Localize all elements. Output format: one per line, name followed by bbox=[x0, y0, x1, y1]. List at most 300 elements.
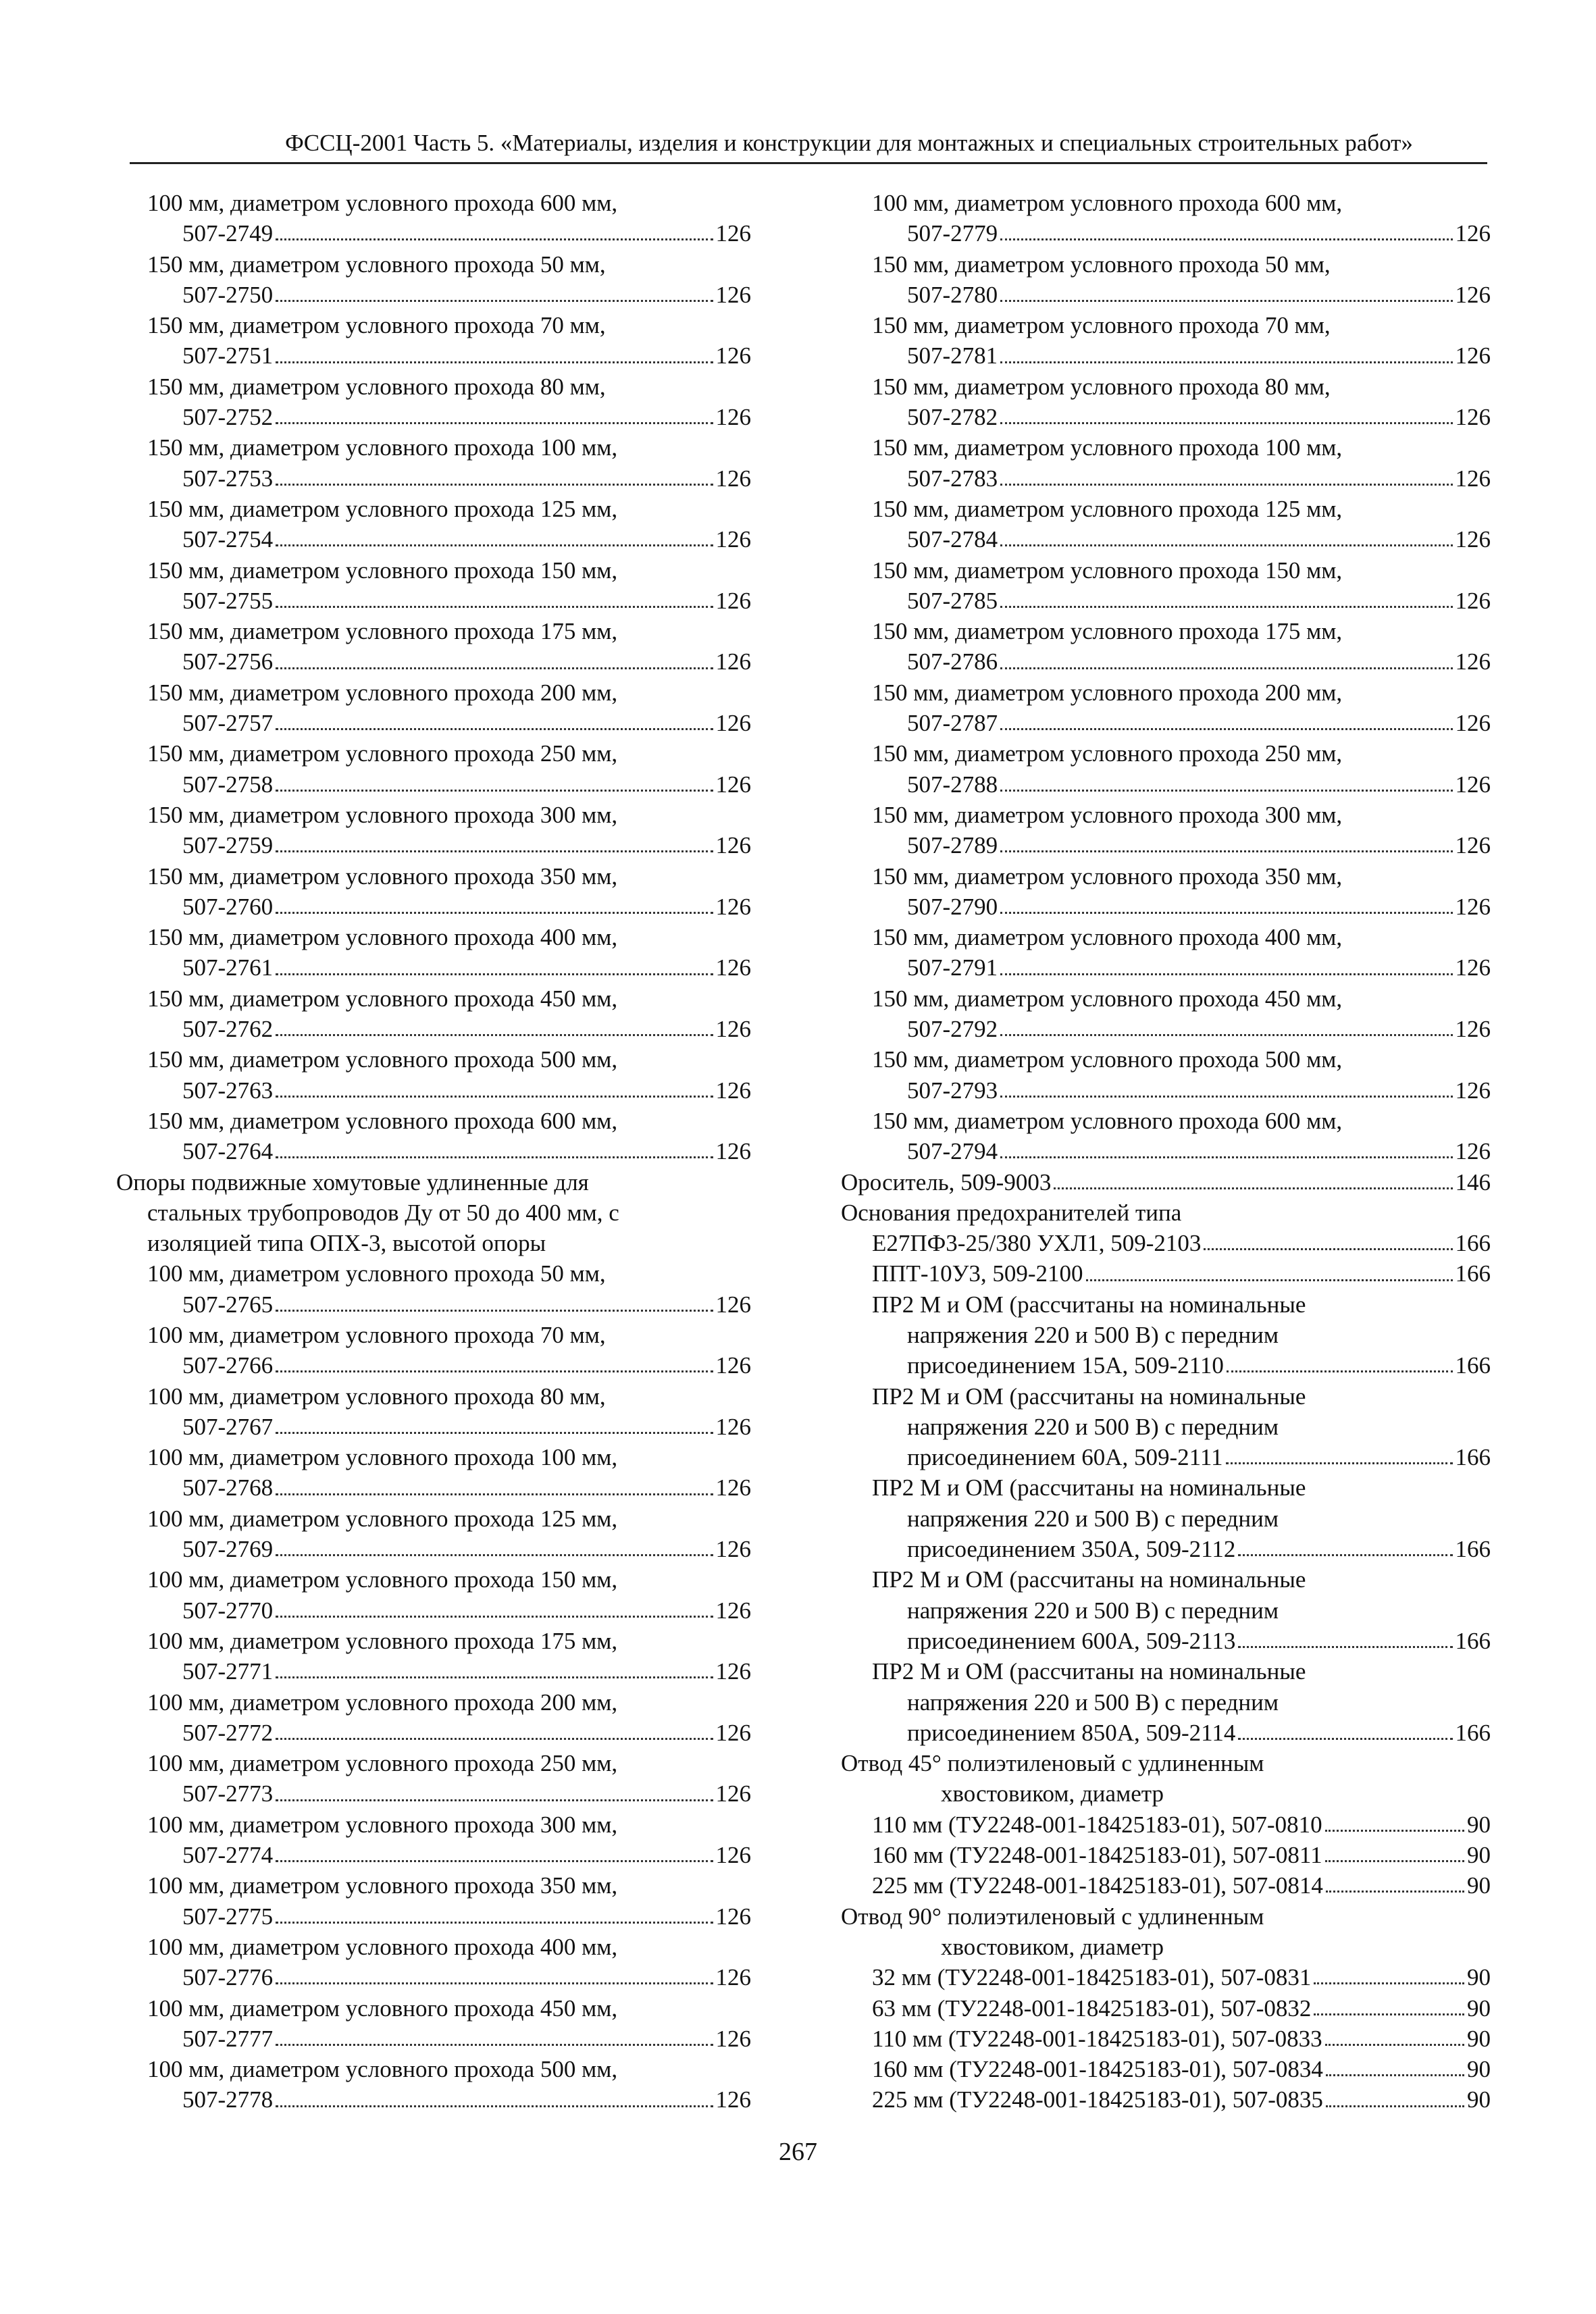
index-entry bbox=[841, 1136, 1491, 1166]
index-entry-text: 507-2783 bbox=[907, 465, 998, 492]
index-entry bbox=[841, 1564, 1491, 1595]
index-entry bbox=[116, 708, 751, 738]
index-entry bbox=[116, 1748, 751, 1778]
dot-leader bbox=[276, 1738, 713, 1740]
index-entry-page: 126 bbox=[1455, 893, 1491, 920]
index-entry bbox=[841, 800, 1491, 830]
index-entry bbox=[116, 1412, 751, 1442]
index-entry bbox=[841, 586, 1491, 616]
index-entry-text: 507-2755 bbox=[182, 587, 274, 614]
index-entry bbox=[841, 432, 1491, 463]
dot-leader bbox=[276, 667, 713, 669]
index-entry-page: 90 bbox=[1467, 1995, 1491, 2022]
dot-leader bbox=[276, 1554, 713, 1556]
index-entry-text: 150 мм, диаметром условного прохода 250 мм, bbox=[147, 740, 618, 767]
index-entry bbox=[116, 1932, 751, 1962]
index-entry-page: 126 bbox=[715, 1291, 751, 1318]
index-entry-page: 126 bbox=[715, 342, 751, 369]
index-entry bbox=[116, 586, 751, 616]
index-entry-text: 150 мм, диаметром условного прохода 125 мм, bbox=[147, 495, 618, 522]
index-entry-text: Отвод 90° полиэтиленовый с удлиненным bbox=[841, 1903, 1264, 1930]
index-entry bbox=[841, 555, 1491, 586]
index-entry-page: 126 bbox=[715, 832, 751, 859]
dot-leader bbox=[276, 1096, 713, 1098]
dot-leader bbox=[276, 2044, 713, 2046]
index-entry bbox=[116, 1534, 751, 1564]
index-entry-text: 150 мм, диаметром условного прохода 400 мм, bbox=[872, 924, 1343, 951]
index-entry-text: 507-2781 bbox=[907, 342, 998, 369]
index-entry-page: 126 bbox=[715, 648, 751, 675]
index-entry-text: 150 мм, диаметром условного прохода 100 мм, bbox=[872, 434, 1343, 461]
index-entry-text: 507-2770 bbox=[182, 1597, 274, 1624]
dot-leader bbox=[1326, 2105, 1464, 2107]
index-entry-text: 100 мм, диаметром условного прохода 100 мм, bbox=[147, 1444, 618, 1471]
index-entry-text: 150 мм, диаметром условного прохода 350 мм, bbox=[872, 863, 1343, 890]
index-entry-text: 507-2772 bbox=[182, 1719, 274, 1746]
index-entry-text: 110 мм (ТУ2248-001-18425183-01), 507-0833 bbox=[872, 2025, 1322, 2052]
index-entry-text: 150 мм, диаметром условного прохода 600 мм, bbox=[147, 1107, 618, 1134]
index-entry-text: 150 мм, диаметром условного прохода 150 мм, bbox=[147, 557, 618, 584]
index-entry-text: 507-2752 bbox=[182, 404, 274, 431]
dot-leader bbox=[1314, 1982, 1464, 1984]
index-column-right bbox=[841, 188, 1491, 2115]
index-entry-text: 507-2766 bbox=[182, 1352, 274, 1379]
dot-leader bbox=[1226, 1462, 1453, 1464]
index-entry bbox=[841, 738, 1491, 769]
index-entry-text: ПР2 М и ОМ (рассчитаны на номинальные bbox=[872, 1383, 1306, 1410]
index-entry bbox=[841, 1748, 1491, 1778]
index-entry-text: ПР2 М и ОМ (рассчитаны на номинальные bbox=[872, 1291, 1306, 1318]
index-entry-text: 507-2767 bbox=[182, 1413, 274, 1440]
index-entry-page: 90 bbox=[1467, 1842, 1491, 1869]
dot-leader bbox=[276, 606, 713, 608]
index-entry bbox=[116, 1656, 751, 1687]
dot-leader bbox=[1000, 484, 1452, 486]
index-entry-text: 225 мм (ТУ2248-001-18425183-01), 507-0814 bbox=[872, 1872, 1323, 1899]
index-entry bbox=[116, 2054, 751, 2084]
index-entry-page: 126 bbox=[715, 2025, 751, 2052]
index-entry-text: Ороситель, 509-9003 bbox=[841, 1168, 1052, 1195]
index-entry-text: 150 мм, диаметром условного прохода 80 мм, bbox=[147, 373, 606, 400]
index-entry-page: 126 bbox=[1455, 648, 1491, 675]
index-entry-text: 100 мм, диаметром условного прохода 600 мм, bbox=[872, 190, 1343, 216]
dot-leader bbox=[276, 850, 713, 852]
index-entry-page: 90 bbox=[1467, 1872, 1491, 1899]
index-entry bbox=[116, 1840, 751, 1870]
index-entry-page: 166 bbox=[1455, 1352, 1491, 1379]
index-entry bbox=[841, 1626, 1491, 1656]
index-entry bbox=[841, 1044, 1491, 1075]
index-entry bbox=[841, 1442, 1491, 1472]
index-entry-text: 507-2780 bbox=[907, 281, 998, 308]
index-entry bbox=[841, 402, 1491, 432]
index-entry-text: 100 мм, диаметром условного прохода 175 мм, bbox=[147, 1627, 618, 1654]
index-entry-text: присоединением 15А, 509-2110 bbox=[907, 1352, 1224, 1379]
index-entry bbox=[116, 494, 751, 524]
index-entry-text: присоединением 850А, 509-2114 bbox=[907, 1719, 1236, 1746]
index-entry bbox=[116, 340, 751, 371]
index-entry bbox=[116, 463, 751, 494]
index-entry-text: 150 мм, диаметром условного прохода 250 мм, bbox=[872, 740, 1343, 767]
index-entry bbox=[116, 677, 751, 708]
index-entry bbox=[116, 2024, 751, 2054]
dot-leader bbox=[276, 1982, 713, 1984]
dot-leader bbox=[1314, 2013, 1464, 2015]
index-entry-page: 126 bbox=[715, 1780, 751, 1807]
index-entry-text: 225 мм (ТУ2248-001-18425183-01), 507-0835 bbox=[872, 2086, 1323, 2113]
index-entry-page: 126 bbox=[715, 281, 751, 308]
index-entry-text: напряжения 220 и 500 В) с передним bbox=[907, 1689, 1279, 1716]
index-entry-page: 126 bbox=[1455, 404, 1491, 431]
dot-leader bbox=[276, 544, 713, 546]
index-entry-text: 507-2756 bbox=[182, 648, 274, 675]
index-entry bbox=[116, 952, 751, 983]
dot-leader bbox=[276, 1922, 713, 1924]
index-entry bbox=[116, 1289, 751, 1320]
index-entry bbox=[841, 1228, 1491, 1258]
index-entry-text: 150 мм, диаметром условного прохода 50 мм, bbox=[872, 251, 1331, 278]
index-entry-text: 507-2776 bbox=[182, 1964, 274, 1991]
index-entry bbox=[841, 1106, 1491, 1136]
index-entry-text: 507-2790 bbox=[907, 893, 998, 920]
index-entry bbox=[116, 1870, 751, 1901]
index-entry-text: 100 мм, диаметром условного прохода 50 мм, bbox=[147, 1260, 606, 1287]
index-entry bbox=[116, 1901, 751, 1932]
index-entry-text: 100 мм, диаметром условного прохода 300 мм, bbox=[147, 1811, 618, 1838]
index-entry-text: 507-2749 bbox=[182, 220, 274, 247]
index-entry bbox=[116, 738, 751, 769]
index-entry bbox=[116, 2084, 751, 2115]
index-entry-page: 126 bbox=[715, 404, 751, 431]
index-entry-page: 126 bbox=[715, 1719, 751, 1746]
index-entry-text: 507-2750 bbox=[182, 281, 274, 308]
index-entry bbox=[841, 218, 1491, 249]
index-entry bbox=[841, 1412, 1491, 1442]
index-entry-page: 126 bbox=[715, 1597, 751, 1624]
index-entry bbox=[841, 1778, 1491, 1809]
index-entry-page: 126 bbox=[715, 1536, 751, 1563]
index-entry-text: 150 мм, диаметром условного прохода 350 мм, bbox=[147, 863, 618, 890]
index-entry-page: 126 bbox=[715, 2086, 751, 2113]
index-entry-page: 126 bbox=[715, 1842, 751, 1869]
running-header: ФССЦ-2001 Часть 5. «Материалы, изделия и конструкции для монтажных и специальных строительных работ» bbox=[285, 130, 1413, 156]
index-entry bbox=[841, 922, 1491, 952]
index-entry bbox=[841, 371, 1491, 402]
dot-leader bbox=[1000, 912, 1452, 914]
index-entry bbox=[841, 310, 1491, 340]
index-entry-text: 100 мм, диаметром условного прохода 200 мм, bbox=[147, 1689, 618, 1716]
index-entry bbox=[116, 1106, 751, 1136]
index-entry-text: 150 мм, диаметром условного прохода 175 мм, bbox=[872, 618, 1343, 645]
index-entry-text: присоединением 60А, 509-2111 bbox=[907, 1444, 1223, 1471]
index-entry-text: 507-2774 bbox=[182, 1842, 274, 1869]
dot-leader bbox=[276, 361, 713, 363]
index-entry bbox=[116, 1993, 751, 2024]
dot-leader bbox=[1325, 1860, 1464, 1862]
dot-leader bbox=[276, 1616, 713, 1618]
index-entry-page: 90 bbox=[1467, 1811, 1491, 1838]
index-entry-text: 150 мм, диаметром условного прохода 450 мм, bbox=[147, 985, 618, 1012]
index-entry-text: 150 мм, диаметром условного прохода 100 мм, bbox=[147, 434, 618, 461]
index-entry bbox=[841, 2054, 1491, 2084]
index-entry-page: 166 bbox=[1455, 1719, 1491, 1746]
index-entry-page: 126 bbox=[715, 1016, 751, 1043]
index-entry-text: 150 мм, диаметром условного прохода 150 мм, bbox=[872, 557, 1343, 584]
index-entry bbox=[841, 1809, 1491, 1840]
index-entry bbox=[841, 830, 1491, 860]
index-entry-page: 126 bbox=[1455, 832, 1491, 859]
index-entry-text: ППТ-10У3, 509-2100 bbox=[872, 1260, 1083, 1287]
index-entry bbox=[841, 2084, 1491, 2115]
dot-leader bbox=[276, 1432, 713, 1434]
index-entry-text: напряжения 220 и 500 В) с передним bbox=[907, 1321, 1279, 1348]
index-entry bbox=[841, 1014, 1491, 1044]
index-entry bbox=[841, 1870, 1491, 1901]
index-entry bbox=[116, 1809, 751, 1840]
dot-leader bbox=[276, 1860, 713, 1862]
index-entry-page: 126 bbox=[1455, 1077, 1491, 1104]
index-entry bbox=[116, 280, 751, 310]
dot-leader bbox=[276, 973, 713, 975]
index-entry-page: 126 bbox=[1455, 954, 1491, 981]
dot-leader bbox=[1000, 850, 1452, 852]
index-entry bbox=[116, 432, 751, 463]
index-entry bbox=[841, 1534, 1491, 1564]
index-entry bbox=[116, 1687, 751, 1718]
index-entry bbox=[116, 188, 751, 218]
index-entry-page: 126 bbox=[1455, 526, 1491, 553]
index-entry-page: 166 bbox=[1455, 1627, 1491, 1654]
index-entry-text: 150 мм, диаметром условного прохода 70 мм, bbox=[147, 312, 606, 339]
index-entry bbox=[841, 1167, 1491, 1198]
index-entry-text: 507-2786 bbox=[907, 648, 998, 675]
index-entry-text: ПР2 М и ОМ (рассчитаны на номинальные bbox=[872, 1474, 1306, 1501]
index-entry-text: 507-2762 bbox=[182, 1016, 274, 1043]
index-entry-page: 146 bbox=[1455, 1168, 1491, 1195]
index-entry-text: 507-2791 bbox=[907, 954, 998, 981]
dot-leader bbox=[1000, 544, 1452, 546]
index-entry bbox=[841, 1381, 1491, 1412]
index-entry-page: 126 bbox=[1455, 710, 1491, 737]
index-entry bbox=[116, 616, 751, 646]
index-entry bbox=[841, 892, 1491, 922]
index-entry bbox=[841, 1350, 1491, 1381]
header-rule bbox=[130, 162, 1487, 164]
index-entry-text: хвостовиком, диаметр bbox=[941, 1780, 1164, 1807]
index-entry-text: 150 мм, диаметром условного прохода 200 мм, bbox=[872, 679, 1343, 706]
dot-leader bbox=[276, 1493, 713, 1495]
index-entry-page: 126 bbox=[715, 954, 751, 981]
index-entry-text: 507-2793 bbox=[907, 1077, 998, 1104]
index-entry bbox=[841, 708, 1491, 738]
index-entry bbox=[116, 555, 751, 586]
dot-leader bbox=[1000, 1034, 1452, 1036]
index-entry-text: изоляцией типа ОПХ-3, высотой опоры bbox=[147, 1230, 546, 1257]
index-column-left bbox=[116, 188, 751, 2115]
index-entry-text: 507-2787 bbox=[907, 710, 998, 737]
index-entry-page: 126 bbox=[715, 465, 751, 492]
index-entry bbox=[841, 2024, 1491, 2054]
index-entry bbox=[116, 1075, 751, 1106]
index-entry-text: 507-2785 bbox=[907, 587, 998, 614]
index-entry bbox=[116, 218, 751, 249]
index-entry-text: 150 мм, диаметром условного прохода 500 мм, bbox=[872, 1046, 1343, 1073]
index-entry-text: ПР2 М и ОМ (рассчитаны на номинальные bbox=[872, 1566, 1306, 1593]
index-entry-text: 150 мм, диаметром условного прохода 80 мм, bbox=[872, 373, 1331, 400]
index-entry bbox=[841, 983, 1491, 1014]
dot-leader bbox=[276, 790, 713, 792]
dot-leader bbox=[1000, 1156, 1452, 1158]
index-entry bbox=[116, 1718, 751, 1748]
index-entry-page: 126 bbox=[715, 1474, 751, 1501]
dot-leader bbox=[276, 1799, 713, 1801]
index-entry-text: 507-2769 bbox=[182, 1536, 274, 1563]
index-entry bbox=[116, 1136, 751, 1166]
index-entry-text: 150 мм, диаметром условного прохода 300 мм, bbox=[872, 801, 1343, 828]
index-entry-page: 126 bbox=[1455, 771, 1491, 798]
index-entry bbox=[116, 524, 751, 555]
index-entry-text: 100 мм, диаметром условного прохода 250 мм, bbox=[147, 1750, 618, 1777]
index-entry-text: 507-2759 bbox=[182, 832, 274, 859]
index-entry-text: 100 мм, диаметром условного прохода 125 мм, bbox=[147, 1505, 618, 1532]
index-entry-text: 150 мм, диаметром условного прохода 600 мм, bbox=[872, 1107, 1343, 1134]
dot-leader bbox=[1000, 728, 1452, 730]
index-entry-text: 100 мм, диаметром условного прохода 500 мм, bbox=[147, 2056, 618, 2083]
index-entry-page: 126 bbox=[1455, 1016, 1491, 1043]
dot-leader bbox=[1000, 1096, 1452, 1098]
index-entry-text: 150 мм, диаметром условного прохода 175 мм, bbox=[147, 618, 618, 645]
index-entry-page: 90 bbox=[1467, 2056, 1491, 2083]
dot-leader bbox=[1325, 2044, 1464, 2046]
index-entry bbox=[116, 1595, 751, 1626]
index-entry bbox=[841, 861, 1491, 892]
index-entry bbox=[841, 1258, 1491, 1289]
dot-leader bbox=[1086, 1279, 1453, 1281]
index-entry-text: хвостовиком, диаметр bbox=[941, 1933, 1164, 1960]
index-entry bbox=[116, 830, 751, 860]
index-entry-text: напряжения 220 и 500 В) с передним bbox=[907, 1597, 1279, 1624]
index-entry-text: напряжения 220 и 500 В) с передним bbox=[907, 1505, 1279, 1532]
index-entry bbox=[841, 1993, 1491, 2024]
index-entry bbox=[116, 1381, 751, 1412]
index-entry bbox=[116, 1626, 751, 1656]
index-entry-text: 507-2768 bbox=[182, 1474, 274, 1501]
dot-leader bbox=[276, 484, 713, 486]
index-entry bbox=[116, 402, 751, 432]
index-entry bbox=[116, 1503, 751, 1534]
index-entry-text: Отвод 45° полиэтиленовый с удлиненным bbox=[841, 1750, 1264, 1777]
index-entry bbox=[116, 922, 751, 952]
index-entry bbox=[116, 1962, 751, 1992]
index-entry-text: 507-2753 bbox=[182, 465, 274, 492]
index-entry bbox=[116, 892, 751, 922]
index-entry bbox=[841, 646, 1491, 677]
index-entry-page: 166 bbox=[1455, 1230, 1491, 1257]
index-entry-page: 126 bbox=[715, 220, 751, 247]
index-entry bbox=[841, 1595, 1491, 1626]
index-entry-page: 166 bbox=[1455, 1536, 1491, 1563]
index-entry-page: 90 bbox=[1467, 2086, 1491, 2113]
index-entry bbox=[841, 769, 1491, 800]
index-entry-text: 150 мм, диаметром условного прохода 450 мм, bbox=[872, 985, 1343, 1012]
index-entry-text: 150 мм, диаметром условного прохода 300 мм, bbox=[147, 801, 618, 828]
index-entry-text: 507-2792 bbox=[907, 1016, 998, 1043]
dot-leader bbox=[1000, 973, 1452, 975]
index-entry-text: 100 мм, диаметром условного прохода 450 мм, bbox=[147, 1995, 618, 2022]
index-entry-page: 126 bbox=[1455, 281, 1491, 308]
index-entry bbox=[841, 340, 1491, 371]
dot-leader bbox=[1000, 790, 1452, 792]
index-entry-text: 507-2761 bbox=[182, 954, 274, 981]
index-entry-text: 507-2758 bbox=[182, 771, 274, 798]
index-entry-text: 100 мм, диаметром условного прохода 80 мм, bbox=[147, 1383, 606, 1410]
index-entry-text: 507-2778 bbox=[182, 2086, 274, 2113]
index-entry-page: 126 bbox=[1455, 220, 1491, 247]
index-entry-text: 150 мм, диаметром условного прохода 70 мм, bbox=[872, 312, 1331, 339]
index-entry bbox=[841, 463, 1491, 494]
dot-leader bbox=[1000, 606, 1452, 608]
index-entry-text: 32 мм (ТУ2248-001-18425183-01), 507-0831 bbox=[872, 1964, 1312, 1991]
dot-leader bbox=[1238, 1554, 1452, 1556]
index-entry-text: 160 мм (ТУ2248-001-18425183-01), 507-0811 bbox=[872, 1842, 1322, 1869]
index-entry-text: 507-2784 bbox=[907, 526, 998, 553]
dot-leader bbox=[276, 1676, 713, 1678]
dot-leader bbox=[276, 912, 713, 914]
index-entry-text: 150 мм, диаметром условного прохода 200 мм, bbox=[147, 679, 618, 706]
index-entry-text: 150 мм, диаметром условного прохода 125 мм, bbox=[872, 495, 1343, 522]
dot-leader bbox=[276, 238, 713, 240]
index-entry-text: 100 мм, диаметром условного прохода 350 мм, bbox=[147, 1872, 618, 1899]
page-number: 267 bbox=[779, 2138, 817, 2166]
index-entry bbox=[116, 983, 751, 1014]
index-entry-page: 126 bbox=[1455, 342, 1491, 369]
index-entry-page: 126 bbox=[715, 1138, 751, 1165]
index-entry bbox=[116, 861, 751, 892]
index-entry-text: 507-2775 bbox=[182, 1903, 274, 1930]
index-entry-text: 150 мм, диаметром условного прохода 50 мм, bbox=[147, 251, 606, 278]
index-entry bbox=[841, 1718, 1491, 1748]
index-entry-text: 507-2764 bbox=[182, 1138, 274, 1165]
dot-leader bbox=[1325, 1830, 1464, 1832]
index-entry bbox=[841, 1320, 1491, 1350]
dot-leader bbox=[276, 1370, 713, 1372]
index-entry-text: 507-2754 bbox=[182, 526, 274, 553]
dot-leader bbox=[1326, 1891, 1464, 1893]
index-entry bbox=[116, 1014, 751, 1044]
index-entry-text: 63 мм (ТУ2248-001-18425183-01), 507-0832 bbox=[872, 1995, 1312, 2022]
dot-leader bbox=[1000, 361, 1452, 363]
index-entry-text: 110 мм (ТУ2248-001-18425183-01), 507-0810 bbox=[872, 1811, 1322, 1838]
index-entry-text: Основания предохранителей типа bbox=[841, 1199, 1182, 1226]
index-entry bbox=[116, 1564, 751, 1595]
index-entry-page: 126 bbox=[1455, 587, 1491, 614]
dot-leader bbox=[276, 2105, 713, 2107]
index-entry bbox=[841, 1962, 1491, 1992]
index-entry-text: 507-2782 bbox=[907, 404, 998, 431]
index-entry-text: стальных трубопроводов Ду от 50 до 400 мм, с bbox=[147, 1199, 619, 1226]
index-entry-page: 90 bbox=[1467, 1964, 1491, 1991]
index-entry-text: присоединением 350А, 509-2112 bbox=[907, 1536, 1236, 1563]
index-entry-text: 507-2771 bbox=[182, 1658, 274, 1685]
index-entry-text: 507-2765 bbox=[182, 1291, 274, 1318]
index-entry bbox=[841, 1472, 1491, 1503]
index-entry-text: 507-2763 bbox=[182, 1077, 274, 1104]
index-entry-text: 160 мм (ТУ2248-001-18425183-01), 507-0834 bbox=[872, 2056, 1323, 2083]
index-entry-text: 100 мм, диаметром условного прохода 70 мм, bbox=[147, 1321, 606, 1348]
index-entry-page: 166 bbox=[1455, 1260, 1491, 1287]
index-entry-text: ПР2 М и ОМ (рассчитаны на номинальные bbox=[872, 1658, 1306, 1685]
index-entry bbox=[116, 371, 751, 402]
